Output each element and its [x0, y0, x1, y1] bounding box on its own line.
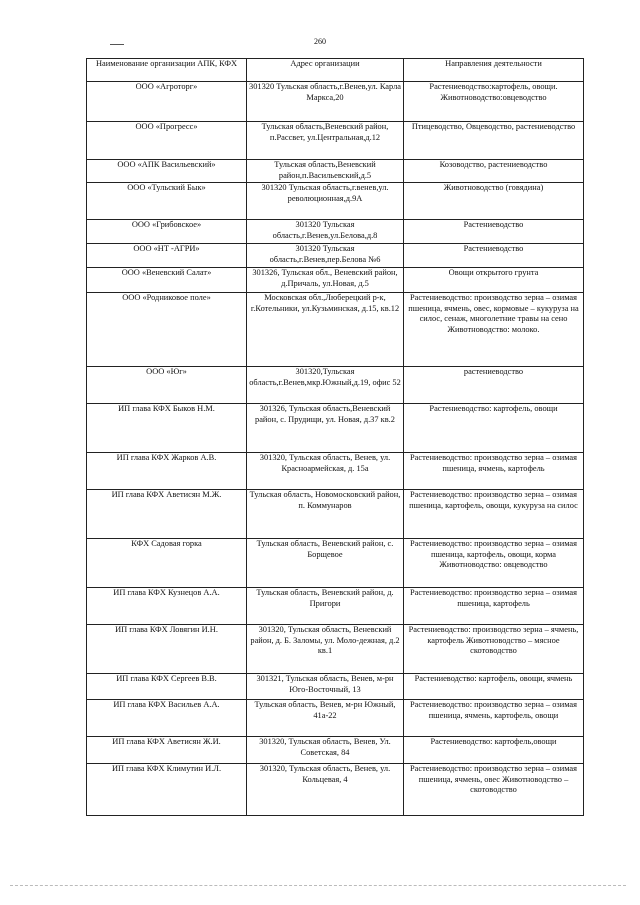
organization-activity: Растениеводство: производство зерна – озимая пшеница, ячмень, картофель, овощи — [404, 700, 584, 737]
organization-name: ООО «Прогресс» — [87, 122, 247, 160]
organization-address: 301320, Тульская область, Венев, ул. Красноармейская, д. 15а — [247, 453, 404, 490]
organization-address: Тульская область, Венев, м-рн Южный, 41а-22 — [247, 700, 404, 737]
table-row — [87, 453, 584, 490]
table-row — [87, 122, 584, 160]
table-header-row — [87, 59, 584, 82]
organization-activity: Растениеводство: производство зерна – озимая пшеница, ячмень, овес Животноводство – скотоводство — [404, 764, 584, 816]
organization-address: 301326, Тульская обл., Веневский район, д.Причаль, ул.Новая, д.5 — [247, 268, 404, 293]
organization-activity: Животноводство (говядина) — [404, 183, 584, 220]
table-row — [87, 764, 584, 816]
organization-address: Тульская область, Веневский район, д. Пригори — [247, 588, 404, 625]
organization-name: ООО «Веневский Салат» — [87, 268, 247, 293]
header-activity: Направления деятельности — [404, 59, 584, 82]
organization-activity: Овощи открытого грунта — [404, 268, 584, 293]
organization-address: Тульская область,Веневский район, п.Рассвет, ул.Центральная,д.12 — [247, 122, 404, 160]
organization-address: 301320, Тульская область, Венев, Ул. Советская, 84 — [247, 737, 404, 764]
organization-activity: Растениеводство: производство зерна – ячмень, картофель Животноводство – мясное скотоводство — [404, 625, 584, 674]
footer-line — [10, 885, 626, 886]
table-row — [87, 220, 584, 244]
organization-address: 301326, Тульская область,Веневский район, с. Прудищи, ул. Новая, д.37 кв.2 — [247, 404, 404, 453]
page-number: 260 — [314, 37, 326, 46]
table-row — [87, 674, 584, 700]
table-row — [87, 244, 584, 268]
organizations-table — [86, 58, 584, 816]
organization-activity: Растениеводство: производство зерна – озимая пшеница, картофель, овощи, корма Животноводство: овцеводство — [404, 539, 584, 588]
table-row — [87, 700, 584, 737]
organization-activity: Растениеводство — [404, 244, 584, 268]
organization-name: ИП глава КФХ Сергеев В.В. — [87, 674, 247, 700]
organization-activity: растениеводство — [404, 367, 584, 404]
top-mark — [110, 44, 124, 45]
header-organization: Наименование организации АПК, КФХ — [87, 59, 247, 82]
organization-address: 301320 Тульская область,г.венев,ул. революционная,д.9А — [247, 183, 404, 220]
organization-name: КФХ Садовая горка — [87, 539, 247, 588]
organization-name: ИП глава КФХ Быков Н.М. — [87, 404, 247, 453]
organization-activity: Птицеводство, Овцеводство, растениеводство — [404, 122, 584, 160]
organization-name: ИП глава КФХ Васильев А.А. — [87, 700, 247, 737]
organization-activity: Растениеводство: производство зерна – озимая пшеница, картофель, овощи, кукуруза на силос — [404, 490, 584, 539]
table-row — [87, 490, 584, 539]
organization-activity: Растениеводство: картофель,овощи — [404, 737, 584, 764]
table-row — [87, 539, 584, 588]
organization-address: Тульская область, Новомосковский район, п. Коммунаров — [247, 490, 404, 539]
table-row — [87, 588, 584, 625]
table-row — [87, 625, 584, 674]
table-row — [87, 293, 584, 367]
organization-address: 301320 Тульская область,г.Венев,пер.Белова №6 — [247, 244, 404, 268]
organization-activity: Растениеводство:картофель, овощи. Животноводство:овцеводство — [404, 82, 584, 122]
organization-activity: Растениеводство: картофель, овощи, ячмень — [404, 674, 584, 700]
organization-address: 301320,Тульская область,г.Венев,мкр.Южный,д.19, офис 52 — [247, 367, 404, 404]
organization-name: ООО «Агроторг» — [87, 82, 247, 122]
organization-name: ООО «НТ -АГРИ» — [87, 244, 247, 268]
organization-address: 301320, Тульская область, Веневский район, д. Б. Заломы, ул. Моло-дежная, д.2 кв.1 — [247, 625, 404, 674]
organization-name: ИП глава КФХ Кузнецов А.А. — [87, 588, 247, 625]
organization-address: Тульская область,Веневский район,п.Васильевский,д.5 — [247, 160, 404, 183]
organization-name: ООО «Грибовское» — [87, 220, 247, 244]
organization-address: Тульская область, Веневский район, с. Борщевое — [247, 539, 404, 588]
organization-name: ИП глава КФХ Аветисян М.Ж. — [87, 490, 247, 539]
organization-name: ИП глава КФХ Аветисян Ж.И. — [87, 737, 247, 764]
table-row — [87, 160, 584, 183]
table-row — [87, 82, 584, 122]
organization-name: ООО «Родниковое поле» — [87, 293, 247, 367]
organization-activity: Растениеводство: картофель, овощи — [404, 404, 584, 453]
table-row — [87, 268, 584, 293]
organization-activity: Растениеводство: производство зерна – озимая пшеница, картофель — [404, 588, 584, 625]
organization-name: ИП глава КФХ Ловягин И.Н. — [87, 625, 247, 674]
organization-name: ООО «Тульский Бык» — [87, 183, 247, 220]
organization-activity: Растениеводство: производство зерна – озимая пшеница, ячмень, овес, кормовые – кукуруза на силос, сенаж, многолетние травы на сено Животноводство: молоко. — [404, 293, 584, 367]
organization-activity: Растениеводство — [404, 220, 584, 244]
organization-name: ИП глава КФХ Климутин И.Л. — [87, 764, 247, 816]
organization-address: 301321, Тульская область, Венев, м-рн Юго-Восточный, 13 — [247, 674, 404, 700]
header-address: Адрес организации — [247, 59, 404, 82]
organization-name: ИП глава КФХ Жарков А.В. — [87, 453, 247, 490]
table-row — [87, 737, 584, 764]
organization-address: 301320, Тульская область, Венев, ул. Кольцевая, 4 — [247, 764, 404, 816]
table-row — [87, 404, 584, 453]
organization-activity: Растениеводство: производство зерна – озимая пшеница, ячмень, картофель — [404, 453, 584, 490]
organization-activity: Козоводство, растениеводство — [404, 160, 584, 183]
organization-address: 301320 Тульская область,г.Венев,ул. Карла Маркса,20 — [247, 82, 404, 122]
organization-address: Московская обл.,Люберецкий р-к, г.Котельники, ул.Кузьминская, д.15, кв.12 — [247, 293, 404, 367]
organization-name: ООО «АПК Васильевский» — [87, 160, 247, 183]
table-row — [87, 183, 584, 220]
organization-address: 301320 Тульская область,г.Венев,ул.Белова,д.8 — [247, 220, 404, 244]
table-row — [87, 367, 584, 404]
organization-name: ООО «Юг» — [87, 367, 247, 404]
